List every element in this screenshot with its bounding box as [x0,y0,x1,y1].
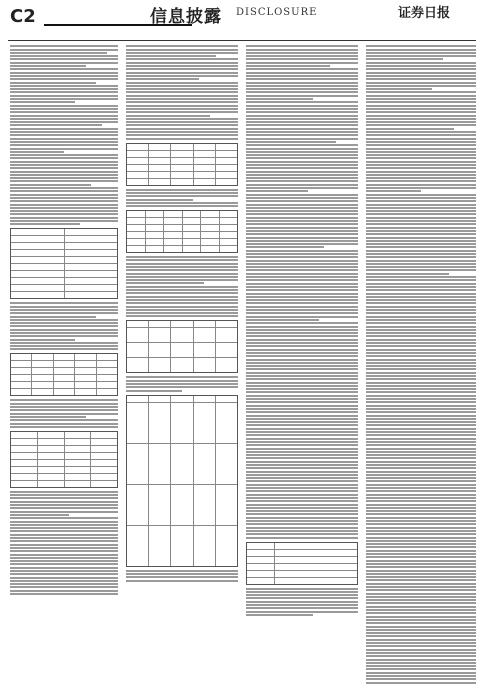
data-table [126,320,238,373]
body-text-block [10,302,118,350]
body-text-block [246,588,358,616]
body-text-block [10,45,118,225]
data-table [126,210,238,253]
page-number: C2 [10,6,36,27]
data-table [10,228,118,299]
body-text-block [126,256,238,317]
body-text-block [126,376,238,391]
body-text-block [366,45,476,683]
text-column-2 [126,44,238,694]
section-title: 信息披露 [150,7,222,27]
data-table [246,542,358,585]
data-table [126,395,238,567]
header-divider [8,40,476,41]
text-column-4 [366,44,476,694]
data-table [10,353,118,396]
data-table [126,143,238,186]
body-text-block [10,399,118,427]
body-text-block [126,189,238,207]
text-column-1 [10,44,118,694]
body-text-block [126,570,238,582]
body-text-block [126,45,238,139]
data-table [10,431,118,488]
body-text-block [10,491,118,595]
body-text-block [246,45,358,538]
page-header [0,0,484,40]
text-column-3 [246,44,358,694]
masthead-logo: 证券日报 [398,6,451,21]
section-title-en: DISCLOSURE [236,7,318,18]
